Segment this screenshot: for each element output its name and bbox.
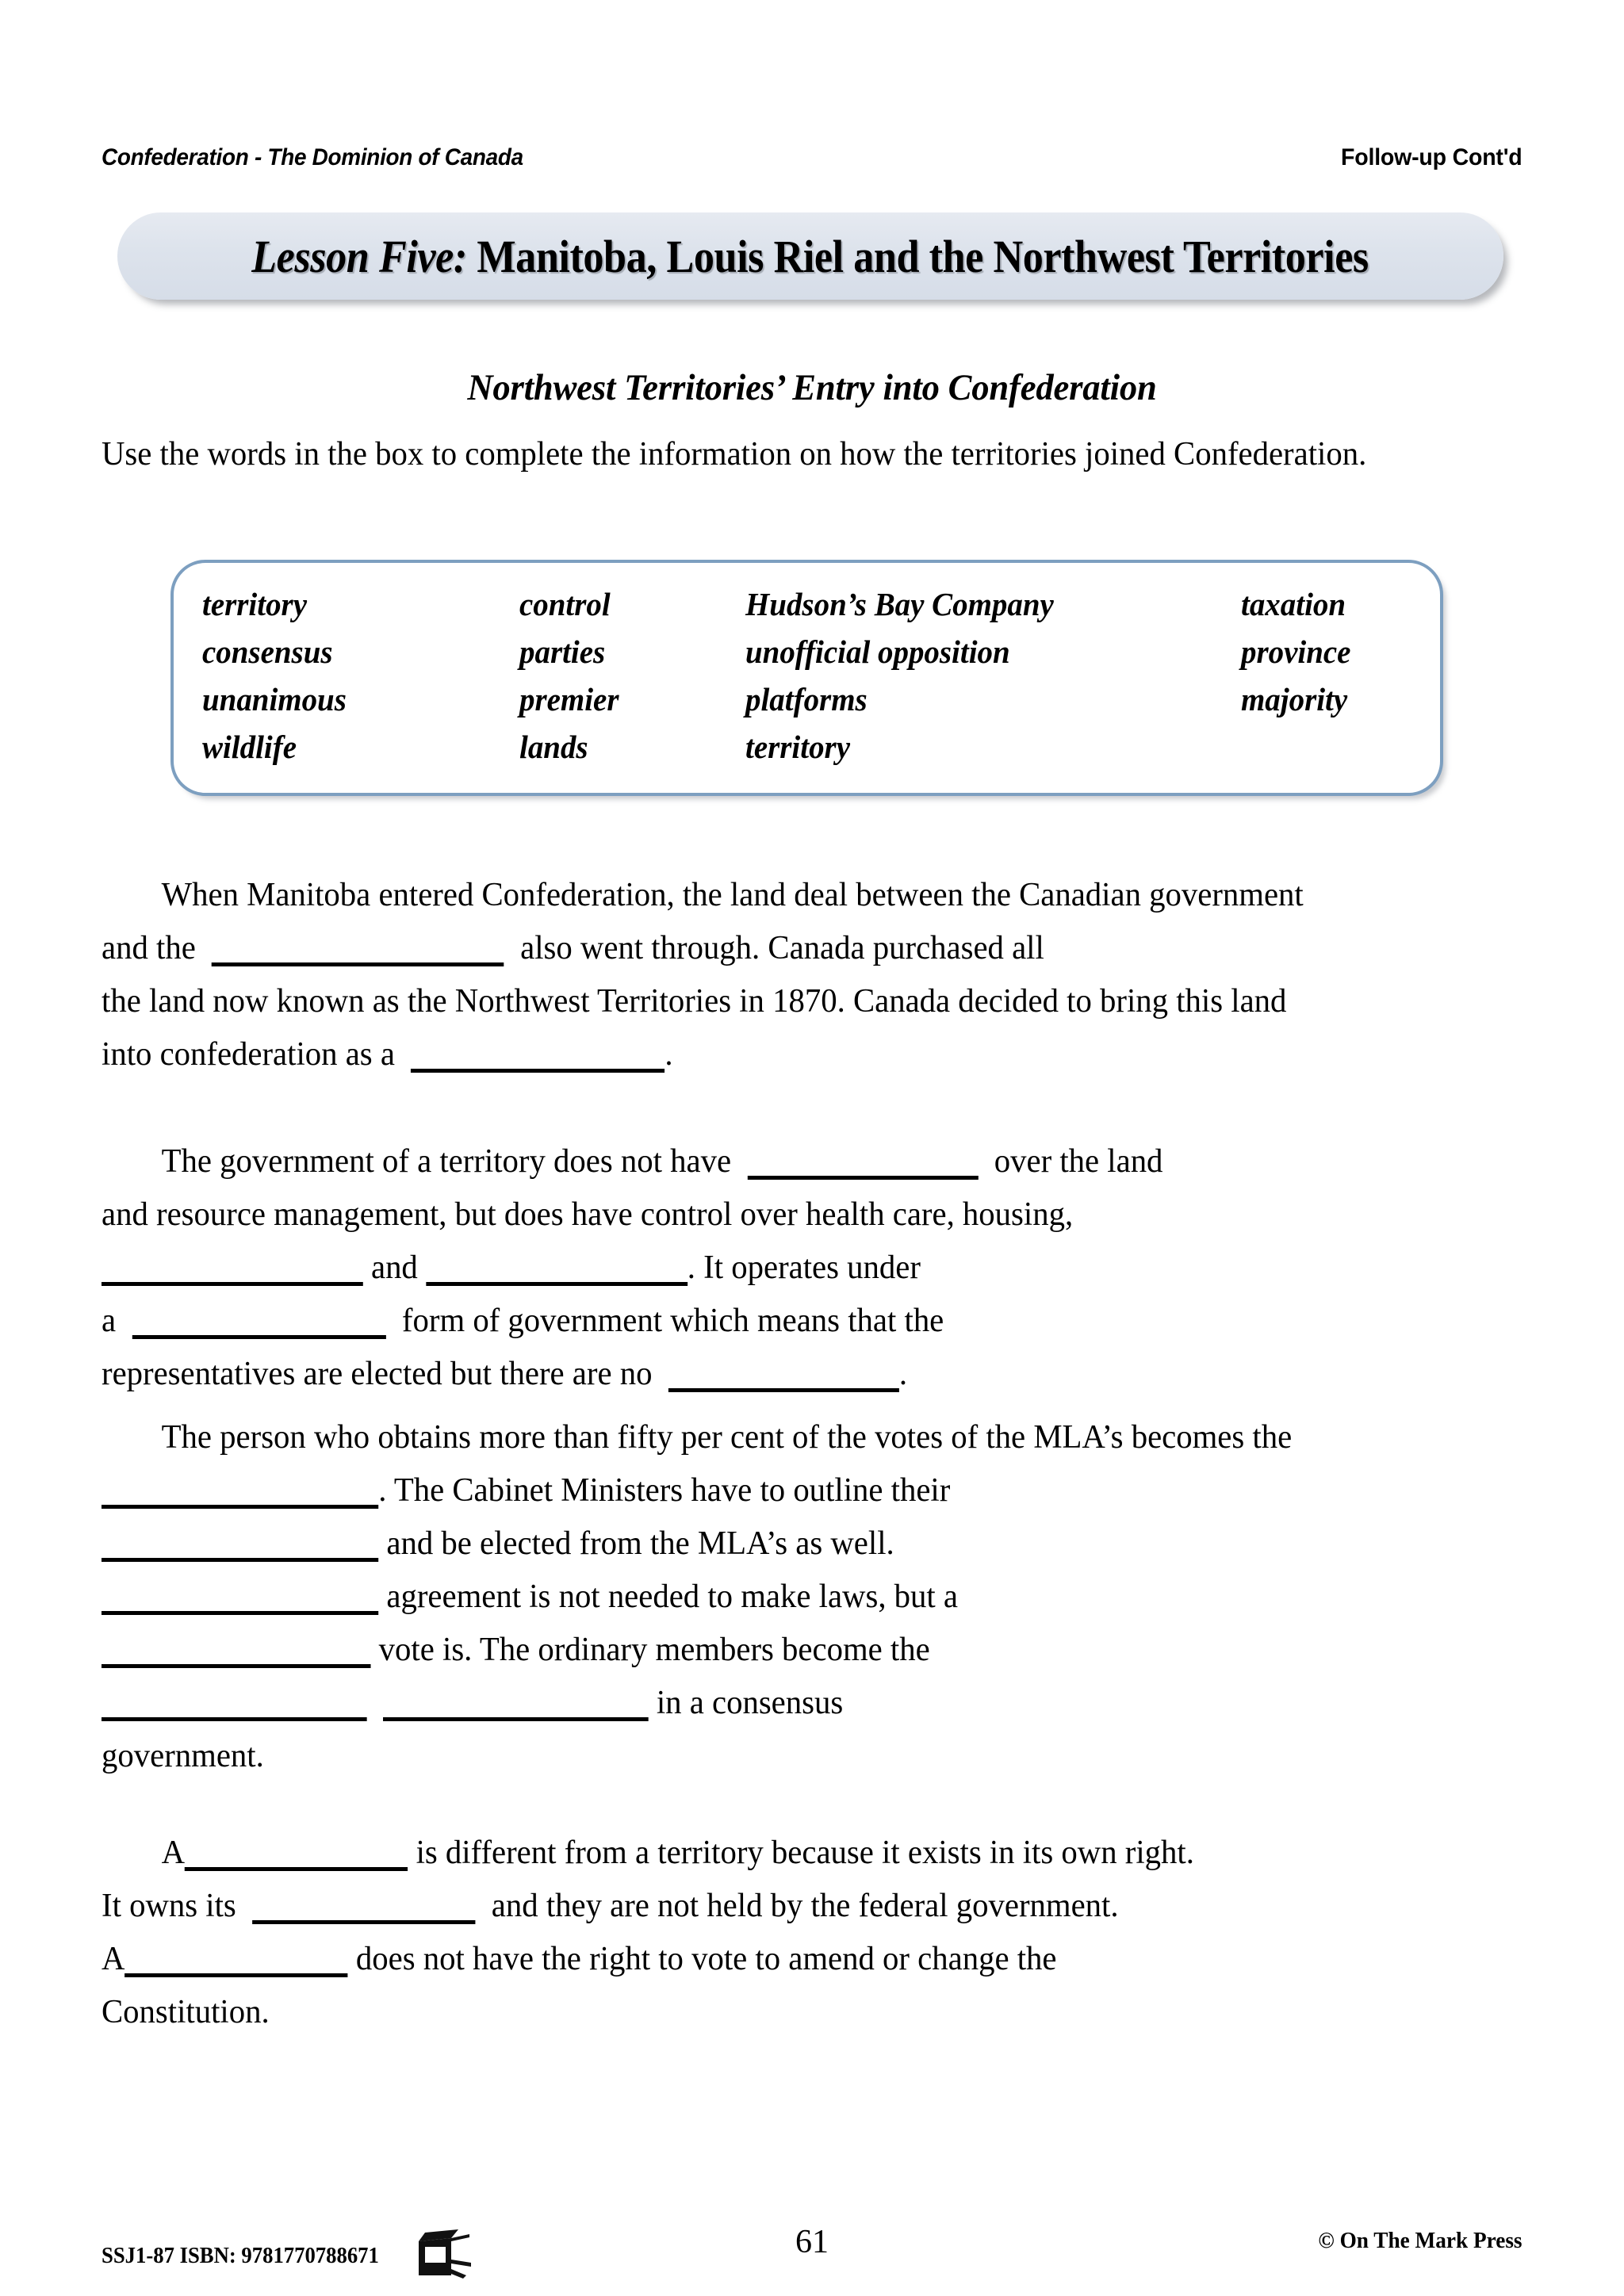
fill-in-blank[interactable] — [102, 1481, 378, 1509]
lesson-title-banner — [117, 212, 1503, 300]
paragraph-line — [102, 1624, 1478, 1677]
fill-in-blank[interactable] — [668, 1364, 899, 1392]
word-bank-word: province — [1241, 633, 1351, 670]
sentence-text: does not have the right to vote to amend or change the — [347, 1941, 1057, 1977]
sentence-text: and the — [102, 930, 213, 966]
paragraph-line — [102, 1933, 1478, 1986]
fill-in-blank[interactable] — [102, 1534, 378, 1562]
fill-in-blank[interactable] — [102, 1587, 378, 1615]
paragraph-line — [102, 922, 1478, 975]
paragraph-line — [102, 975, 1478, 1028]
sentence-text: and be elected from the MLA’s as well. — [378, 1525, 894, 1562]
paragraph-line — [102, 1730, 1478, 1783]
paragraph-line — [102, 1880, 1478, 1933]
word-bank-word: taxation — [1241, 586, 1346, 622]
sentence-text: a — [102, 1303, 132, 1339]
sentence-text: When Manitoba entered Confederation, the land deal between the Canadian government — [161, 877, 1304, 913]
sentence-text — [367, 1685, 383, 1721]
paragraph-line — [102, 1135, 1478, 1188]
fill-in-blank[interactable] — [124, 1950, 347, 1977]
fill-in-blank[interactable] — [102, 1258, 363, 1286]
fill-in-blank[interactable] — [411, 1045, 665, 1073]
paragraph-line — [102, 869, 1478, 922]
sentence-text: and resource management, but does have control over health care, housing, — [102, 1196, 1074, 1233]
fill-in-blank[interactable] — [102, 1640, 371, 1668]
sentence-text: and they are not held by the federal government. — [475, 1888, 1119, 1924]
footer-isbn-label: SSJ1-87 ISBN: 9781770788671 — [102, 2243, 379, 2268]
paragraph-line — [102, 1028, 1478, 1081]
fill-in-blank[interactable] — [212, 939, 504, 966]
sentence-text: . — [898, 1356, 908, 1392]
paragraph — [102, 869, 1521, 1081]
sentence-text: the land now known as the Northwest Territories in 1870. Canada decided to bring this land — [102, 983, 1287, 1020]
paragraph — [102, 1411, 1521, 1783]
sentence-text: . It operates under — [687, 1249, 921, 1286]
paragraph-line — [102, 1827, 1478, 1880]
sentence-text: The person who obtains more than fifty per cent of the votes of the MLA’s becomes the — [161, 1419, 1293, 1456]
fill-in-blank[interactable] — [185, 1843, 408, 1871]
fill-in-blank[interactable] — [747, 1152, 978, 1180]
paragraph — [102, 1827, 1521, 2039]
fill-in-blank[interactable] — [426, 1258, 688, 1286]
word-bank-word: unofficial opposition — [745, 633, 1010, 670]
word-bank-word: consensus — [202, 633, 333, 670]
fill-in-blank[interactable] — [383, 1693, 649, 1721]
word-bank-word: majority — [1241, 681, 1348, 718]
paragraph-line — [102, 1188, 1478, 1242]
word-bank-word: parties — [519, 633, 606, 670]
paragraph-line — [102, 1242, 1478, 1295]
sentence-text: A — [102, 1941, 125, 1977]
word-bank-word: unanimous — [202, 681, 347, 718]
word-bank-box — [170, 560, 1443, 796]
sentence-text: The government of a territory does not have — [161, 1143, 748, 1180]
paragraph-line — [102, 1571, 1478, 1624]
footer-copyright: © On The Mark Press — [1318, 2228, 1522, 2253]
word-bank-word: wildlife — [202, 729, 297, 765]
paragraph-line — [102, 1986, 1478, 2039]
word-bank-grid — [202, 580, 1429, 771]
sentence-text: in a consensus — [648, 1685, 844, 1721]
paragraph-line — [102, 1464, 1478, 1517]
sentence-text: agreement is not needed to make laws, but a — [378, 1578, 959, 1615]
page-number: 61 — [795, 2224, 829, 2260]
sentence-text: over the land — [978, 1143, 1163, 1180]
sentence-text: vote is. The ordinary members become the — [370, 1632, 930, 1668]
sentence-text: . — [665, 1036, 673, 1073]
worksheet-subtitle: Northwest Territories’ Entry into Confederation — [467, 367, 1157, 408]
lesson-number-label: Lesson Five: — [251, 230, 468, 282]
sentence-text: also went through. Canada purchased all — [504, 930, 1044, 966]
word-bank-word: lands — [519, 729, 588, 765]
sentence-text: representatives are elected but there are no — [102, 1356, 668, 1392]
header-book-title: Confederation - The Dominion of Canada — [102, 144, 523, 170]
paragraph — [102, 1135, 1521, 1401]
fill-in-blank[interactable] — [102, 1693, 367, 1721]
paragraph-line — [102, 1517, 1478, 1571]
word-bank-word: control — [519, 586, 611, 622]
instructions-text: Use the words in the box to complete the information on how the territories joined Confederation. — [102, 436, 1367, 473]
word-bank-word: Hudson’s Bay Company — [745, 586, 1054, 622]
word-bank-word: platforms — [745, 681, 868, 718]
worksheet-body — [102, 869, 1521, 2030]
paragraph-line — [102, 1295, 1478, 1348]
sentence-text: Constitution. — [102, 1994, 270, 2030]
header-section-label: Follow-up Cont'd — [1341, 144, 1522, 170]
running-header — [102, 144, 1522, 181]
word-bank-word: territory — [202, 586, 307, 622]
page-footer — [0, 2201, 1624, 2296]
sentence-text: government. — [102, 1738, 264, 1774]
sentence-text: is different from a territory because it exists in its own right. — [408, 1835, 1194, 1871]
word-bank-word: territory — [745, 729, 850, 765]
lesson-topic-label: Manitoba, Louis Riel and the Northwest Territories — [477, 230, 1369, 282]
sentence-text: and — [362, 1249, 427, 1286]
paragraph-line — [102, 1411, 1478, 1464]
fill-in-blank[interactable] — [132, 1311, 385, 1339]
sentence-text: into confederation as a — [102, 1036, 412, 1073]
paragraph-line — [102, 1677, 1478, 1730]
fill-in-blank[interactable] — [252, 1896, 475, 1924]
paragraph-line — [102, 1348, 1478, 1401]
lesson-title-banner-pill — [117, 212, 1503, 300]
lesson-title-text — [252, 230, 1369, 283]
sentence-text: form of government which means that the — [385, 1303, 944, 1339]
sentence-text: . The Cabinet Ministers have to outline their — [378, 1472, 951, 1509]
sentence-text: It owns its — [102, 1888, 253, 1924]
sentence-text: A — [161, 1835, 186, 1871]
word-bank-word: premier — [519, 681, 619, 718]
